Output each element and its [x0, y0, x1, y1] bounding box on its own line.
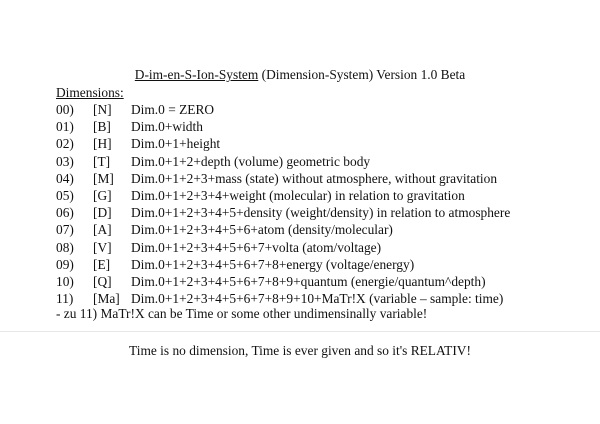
- dimension-list: [56, 101, 596, 307]
- dimension-code: [D]: [93, 205, 112, 221]
- dimension-description: Dim.0+1+2+3+4+5+6+7+8+9+quantum (energie/quantum^depth): [131, 273, 486, 289]
- dimension-row: [56, 290, 596, 307]
- dimensions-heading: Dimensions:: [56, 85, 124, 100]
- dimension-description: Dim.0+1+2+3+4+5+density (weight/density) in relation to atmosphere: [131, 205, 511, 221]
- closing-statement: Time is no dimension, Time is ever given and so it's RELATIV!: [129, 343, 471, 358]
- footnote: - zu 11) MaTr!X can be Time or some other undimensinally variable!: [56, 306, 428, 321]
- dimension-code: [M]: [93, 170, 114, 186]
- dimension-code: [Ma]: [93, 291, 120, 307]
- dimension-row: [56, 204, 596, 221]
- dimension-row: [56, 187, 596, 204]
- dimension-description: Dim.0+1+2+3+4+5+6+7+8+9+10+MaTr!X (variable – sample: time): [131, 291, 504, 307]
- dimension-row: [56, 118, 596, 135]
- dimension-number: 04): [56, 170, 74, 186]
- dimension-row: [56, 221, 596, 238]
- dimension-number: 02): [56, 136, 74, 152]
- dimension-code: [B]: [93, 119, 111, 135]
- dimension-code: [E]: [93, 256, 111, 272]
- dimension-code: [H]: [93, 136, 112, 152]
- title-rest: (Dimension-System) Version 1.0 Beta: [258, 67, 466, 82]
- dimension-row: [56, 153, 596, 170]
- dimension-description: Dim.0+1+2+3+4+5+6+7+8+energy (voltage/energy): [131, 256, 415, 272]
- dimension-number: 06): [56, 205, 74, 221]
- dimension-code: [N]: [93, 102, 112, 117]
- dimension-description: Dim.0+1+height: [131, 136, 221, 152]
- document-title: [0, 67, 600, 83]
- dimension-row: [56, 273, 596, 290]
- dimension-description: Dim.0+width: [131, 119, 203, 135]
- dimension-code: [V]: [93, 239, 112, 255]
- dimension-number: 10): [56, 273, 74, 289]
- dimension-row: [56, 170, 596, 187]
- dimension-number: 00): [56, 102, 74, 117]
- dimension-row: [56, 135, 596, 152]
- dimension-code: [G]: [93, 187, 112, 203]
- dimension-description: Dim.0+1+2+3+4+5+6+atom (density/molecular): [131, 222, 393, 238]
- dimension-description: Dim.0+1+2+3+4+5+6+7+volta (atom/voltage): [131, 239, 382, 255]
- dimension-description: Dim.0+1+2+depth (volume) geometric body: [131, 153, 371, 169]
- dimension-code: [T]: [93, 153, 111, 169]
- dimension-description: Dim.0+1+2+3+4+weight (molecular) in relation to gravitation: [131, 187, 465, 203]
- dimension-number: 11): [56, 291, 74, 307]
- dimension-code: [A]: [93, 222, 112, 238]
- dimension-number: 03): [56, 153, 74, 169]
- dimension-number: 08): [56, 239, 74, 255]
- dimension-description: Dim.0 = ZERO: [131, 102, 215, 117]
- dimension-number: 05): [56, 187, 74, 203]
- dimension-row: [56, 101, 596, 118]
- title-underlined: D-im-en-S-Ion-System: [134, 67, 259, 82]
- dimension-row: [56, 256, 596, 273]
- dimension-number: 07): [56, 222, 74, 238]
- dimension-number: 01): [56, 119, 74, 135]
- divider: [0, 331, 600, 332]
- dimension-description: Dim.0+1+2+3+mass (state) without atmosphere, without gravitation: [131, 170, 498, 186]
- dimension-number: 09): [56, 256, 74, 272]
- dimension-row: [56, 239, 596, 256]
- dimension-code: [Q]: [93, 273, 112, 289]
